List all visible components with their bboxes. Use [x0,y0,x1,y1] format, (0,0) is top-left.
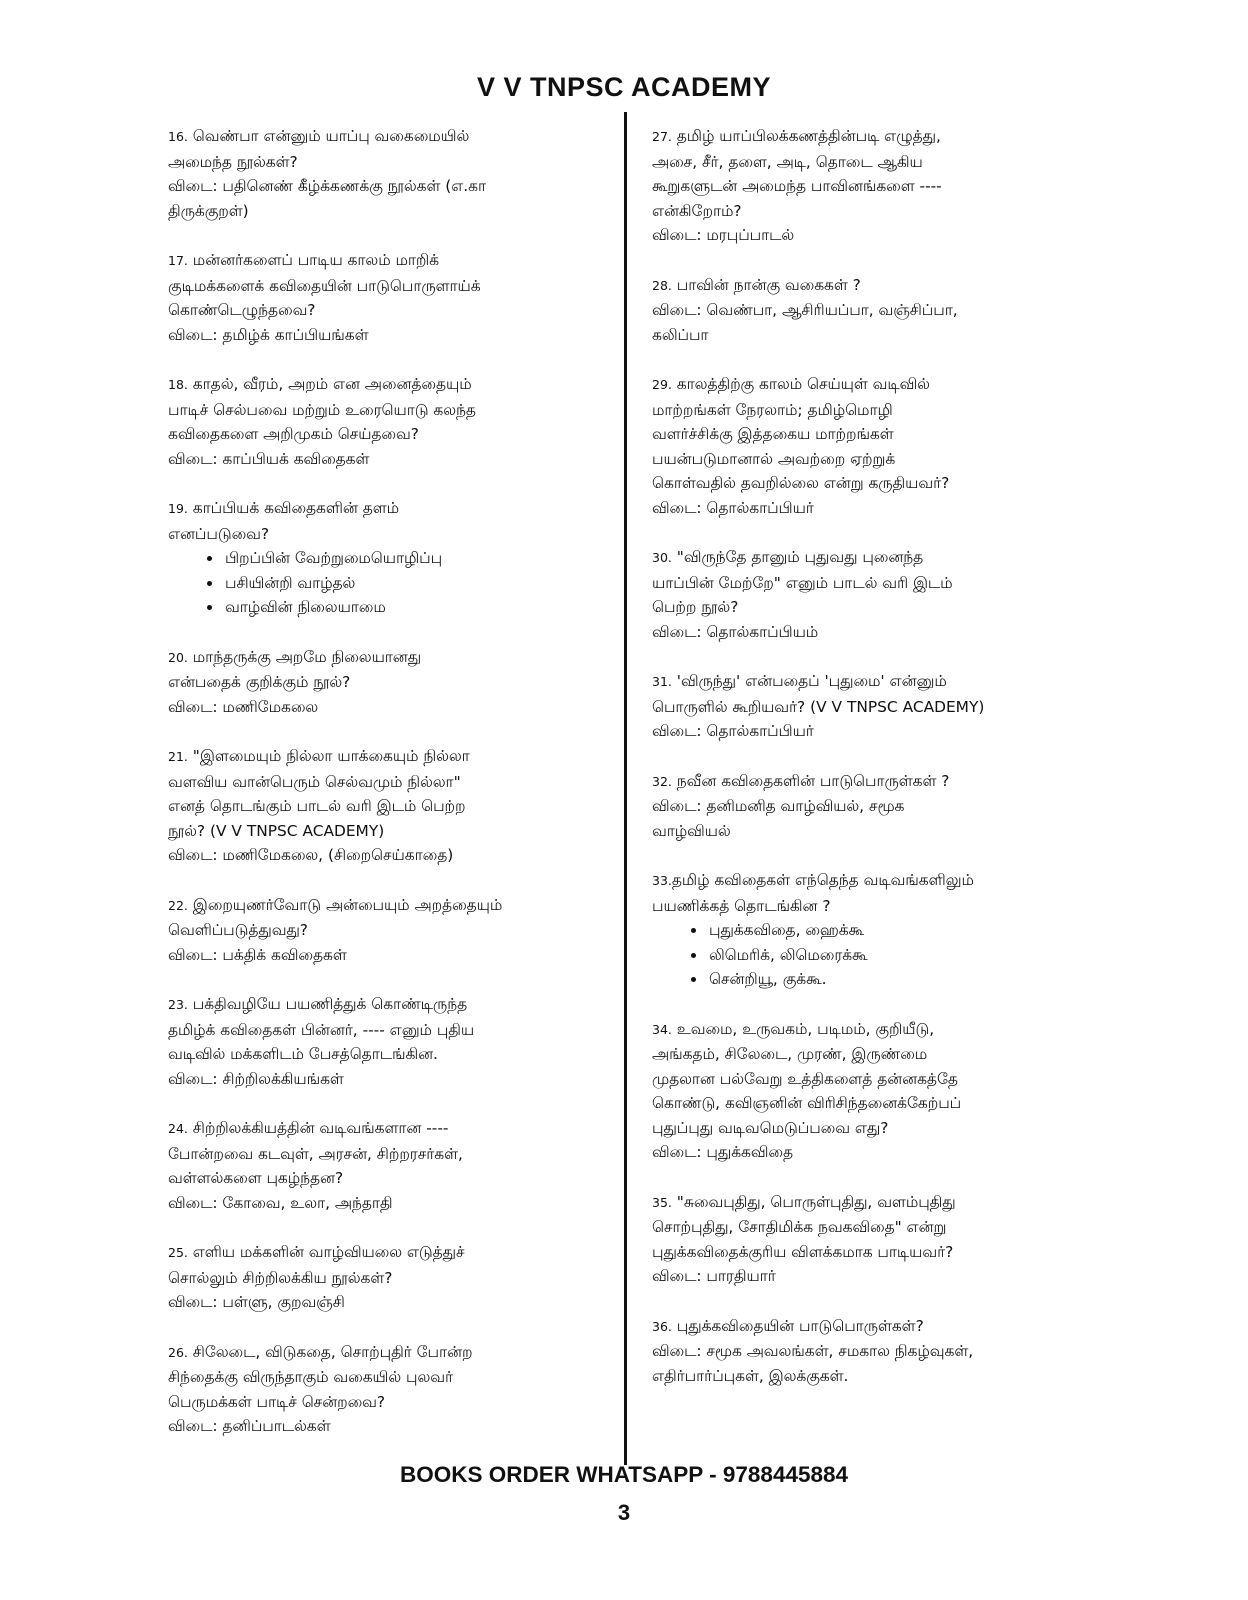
question-number: 20. [168,649,188,665]
question-body: "இளமையும் நில்லா யாக்கையும் நில்லா வளவிய வான்பெரும் செல்வமும் நில்லா" எனத் தொடங்கும் பாடல் வரி இடம் பெற்ற நூல்? (V V TNPSC ACADEMY) [168,747,470,840]
question-text [652,769,1092,795]
question-body: நவீன கவிதைகளின் பாடுபொருள்கள் ? [671,771,950,790]
question-text [168,744,598,843]
question-number: 17. [168,253,188,268]
bullet-item: • வாழ்வின் நிலையாமை [223,595,598,620]
question-body: காப்பியக் கவிதைகளின் தளம் எனப்படுவை? [168,499,400,543]
bullet-list [168,546,598,620]
answer-text: விடை: மணிமேகலை [168,697,319,716]
question-block [652,1314,1092,1389]
question-block [168,1340,598,1439]
question-block [652,669,1092,744]
bullet-item: • லிமெரிக், லிமெரைக்கூ [707,943,1092,968]
question-text [168,1240,598,1290]
answer-text: விடை: தமிழ்க் காப்பியங்கள் [168,325,369,344]
question-body: 'விருந்து' என்பதைப் 'புதுமை' என்னும் பொருளில் கூறியவர்? (V V TNPSC ACADEMY) [652,672,985,716]
answer-text: விடை: தொல்காப்பியம் [652,622,819,641]
answer-text: விடை: தொல்காப்பியர் [652,722,814,740]
question-text [652,1190,1092,1265]
question-block [652,868,1092,992]
page-header: V V TNPSC ACADEMY [476,72,772,102]
question-text [168,372,598,447]
bullet-list [652,918,1092,992]
answer-text: விடை: வெண்பா, ஆசிரியப்பா, வஞ்சிப்பா, கலிப்பா [652,301,958,344]
question-text [652,669,1092,719]
bullet-item: • பிறப்பின் வேற்றுமையொழிப்பு [223,546,598,571]
question-block [652,372,1092,520]
question-block [168,496,598,620]
answer-text: விடை: சமூக அவலங்கள், சமகால நிகழ்வுகள், எதிர்பார்ப்புகள், இலக்குகள். [652,1342,974,1385]
question-body: "விருந்தே தானும் புதுவது புனைந்த யாப்பின் மேற்றே" எனும் பாடல் வரி இடம் பெற்ற நூல்? [652,548,953,616]
answer-text: விடை: கோவை, உலா, அந்தாதி [168,1193,393,1212]
question-number: 29. [652,377,672,392]
page-number: 3 [617,1500,631,1525]
question-number: 33. [652,873,672,888]
question-block [168,744,598,868]
question-text [652,1017,1092,1141]
question-body: மன்னர்களைப் பாடிய காலம் மாறிக் குடிமக்களைக் கவிதையின் பாடுபொருளாய்க் கொண்டெழுந்தவை? [168,251,481,319]
answer-text: விடை: புதுக்கவிதை [652,1143,793,1161]
answer-text: விடை: தொல்காப்பியர் [652,498,814,517]
question-number: 36. [652,1318,672,1334]
question-number: 25. [168,1245,188,1260]
question-number: 24. [168,1121,188,1136]
question-block [652,1190,1092,1289]
question-number: 28. [652,277,672,293]
question-number: 34. [652,1021,672,1037]
question-block [168,372,598,471]
question-text [168,496,598,546]
question-number: 22. [168,897,188,913]
question-body: பக்திவழியே பயணித்துக் கொண்டிருந்த தமிழ்க் கவிதைகள் பின்னர், ---- எனும் புதிய வடிவில் மக்களிடம் பேசத்தொடங்கின. [168,995,475,1063]
answer-text: விடை: சிற்றிலக்கியங்கள் [168,1069,344,1088]
question-block [168,893,598,968]
question-block [168,124,598,223]
question-text [168,893,598,943]
question-number: 30. [652,550,672,565]
question-block [652,769,1092,844]
question-body: காதல், வீரம், அறம் என அனைத்தையும் பாடிச் செல்பவை மற்றும் உரையொடு கலந்த கவிதைகளை அறிமுகம் செய்தவை? [168,375,476,443]
question-body: மாந்தருக்கு அறமே நிலையானது என்பதைக் குறிக்கும் நூல்? [168,647,422,691]
question-number: 35. [652,1194,672,1210]
question-block [168,248,598,347]
answer-text: விடை: தனிப்பாடல்கள் [168,1417,331,1435]
bullet-item: • புதுக்கவிதை, ஹைக்கூ [707,918,1092,943]
question-block [168,1240,598,1315]
question-block [168,645,598,720]
answer-text: விடை: தனிமனித வாழ்வியல், சமூக வாழ்வியல் [652,797,905,840]
question-block [168,992,598,1091]
question-text [168,1116,598,1191]
question-text [168,248,598,323]
answer-text: விடை: பக்திக் கவிதைகள் [168,945,347,964]
answer-text: விடை: காப்பியக் கவிதைகள் [168,449,370,468]
question-text [652,124,1092,223]
question-number: 21. [168,749,188,764]
footer-order-text: BOOKS ORDER WHATSAPP - 9788445884 [399,1462,849,1487]
question-body: உவமை, உருவகம், படிமம், குறியீடு, அங்கதம், சிலேடை, முரண், இருண்மை முதலான பல்வேறு உத்திகளைத் தன்னகத்தே கொண்டு, கவிஞனின் விரிசிந்தனைக்கேற்பப் புதுப்புது வடிவமெடுப்பவை எது? [652,1019,962,1137]
question-block [168,1116,598,1215]
question-text [652,273,1092,299]
question-body: எளிய மக்களின் வாழ்வியலை எடுத்துச் சொல்லும் சிற்றிலக்கிய நூல்கள்? [168,1243,465,1287]
question-body: வெண்பா என்னும் யாப்பு வகைமையில் அமைந்த நூல்கள்? [168,127,470,171]
question-body: இறையுணர்வோடு அன்பையும் அறத்தையும் வெளிப்படுத்துவது? [168,895,503,939]
question-body: "சுவைபுதிது, பொருள்புதிது, வளம்புதிது சொற்புதிது, சோதிமிக்க நவகவிதை" என்று புதுக்கவிதைக்குரிய விளக்கமாக பாடியவர்? [652,1192,956,1261]
question-text [168,1340,598,1415]
left-column [168,124,598,1464]
answer-text: விடை: மரபுப்பாடல் [652,226,795,244]
question-number: 18. [168,377,188,392]
right-column [652,124,1092,1413]
question-text [652,545,1092,620]
question-number: 23. [168,997,188,1012]
answer-text: விடை: பதினெண் கீழ்க்கணக்கு நூல்கள் (எ.கா திருக்குறள்) [168,177,487,220]
question-text [652,372,1092,496]
question-number: 27. [652,129,672,144]
question-number: 32. [652,773,672,789]
question-text [168,992,598,1067]
question-body: காலத்திற்கு காலம் செய்யுள் வடிவில் மாற்றங்கள் நேரலாம்; தமிழ்மொழி வளர்ச்சிக்கு இத்தகைய மாற்றங்கள் பயன்படுமானால் அவற்றை ஏற்றுக் கொள்வதில் தவறில்லை என்று கருதியவர்? [652,375,950,492]
question-number: 26. [168,1344,188,1360]
question-text [168,124,598,174]
answer-text: விடை: பாரதியார் [652,1267,776,1285]
question-body: தமிழ் யாப்பிலக்கணத்தின்படி எழுத்து, அசை, சீர், தளை, அடி, தொடை ஆகிய கூறுகளுடன் அமைந்த பாவினங்களை ---- என்கிறோம்? [652,127,942,220]
question-block [652,545,1092,644]
bullet-item: • பசியின்றி வாழ்தல் [223,571,598,596]
column-divider [624,112,627,1465]
question-text [652,868,1092,918]
question-body: சிற்றிலக்கியத்தின் வடிவங்களான ---- போன்றவை கடவுள், அரசன், சிற்றரசர்கள், வள்ளல்களை புகழ்ந்தன? [168,1119,463,1187]
question-body: தமிழ் கவிதைகள் எந்தெந்த வடிவங்களிலும் பயணிக்கத் தொடங்கின ? [652,871,974,915]
question-body: சிலேடை, விடுகதை, சொற்புதிர் போன்ற சிந்தைக்கு விருந்தாகும் வகையில் புலவர் பெருமக்கள் பாடிச் சென்றவை? [168,1342,473,1411]
answer-text: விடை: மணிமேகலை, (சிறைசெய்காதை) [168,846,454,864]
question-block [652,124,1092,248]
question-block [652,273,1092,348]
question-number: 16. [168,129,188,144]
question-body: பாவின் நான்கு வகைகள் ? [671,275,861,294]
question-block [652,1017,1092,1165]
answer-text: விடை: பள்ளு, குறவஞ்சி [168,1293,345,1311]
question-number: 19. [168,501,188,516]
question-body: புதுக்கவிதையின் பாடுபொருள்கள்? [671,1316,924,1335]
bullet-item: • சென்றியூ, குக்கூ. [707,967,1092,992]
question-number: 31. [652,674,672,689]
question-text [652,1314,1092,1340]
question-text [168,645,598,695]
